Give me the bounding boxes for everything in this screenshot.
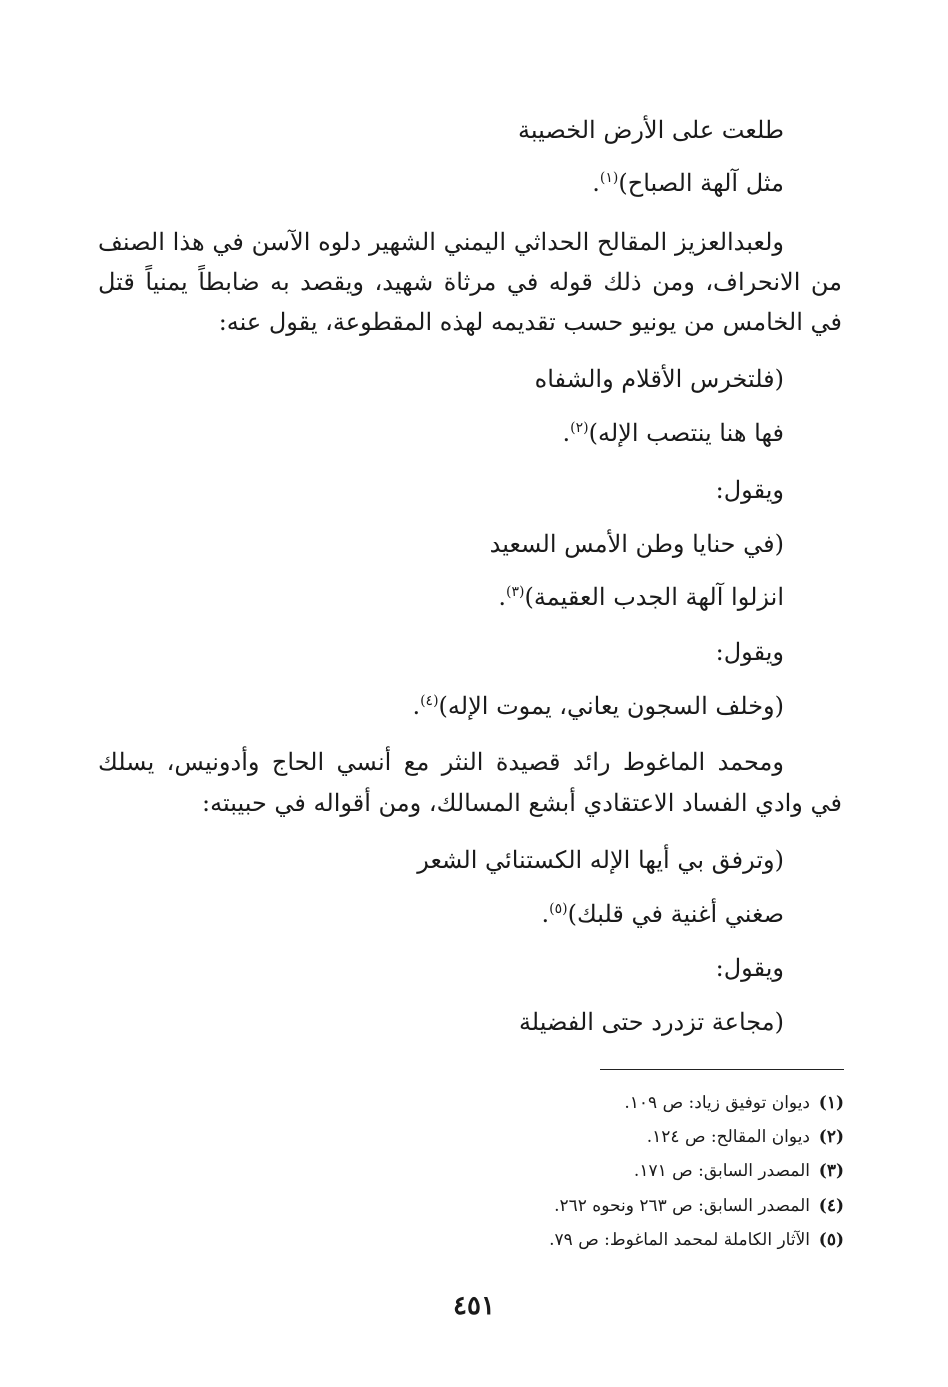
verse-line: (مجاعة تزدرد حتى الفضيلة <box>518 1008 784 1036</box>
verse-text: صغني أغنية في قلبك) <box>567 900 784 928</box>
verse-line <box>563 416 785 450</box>
paragraph-line: في وادي الفساد الاعتقادي أبشع المسالك، ومن أقواله في حبيبته: <box>202 789 842 817</box>
footnote <box>624 1090 844 1116</box>
verse-line: ويقول: <box>715 954 784 982</box>
paragraph-line: في الخامس من يونيو حسب تقديمه لهذه المقطوعة، يقول عنه: <box>218 308 842 336</box>
verse-end: . <box>412 692 421 720</box>
footnote-text: الآثار الكاملة لمحمد الماغوط: ص ٧٩. <box>549 1230 810 1250</box>
footnote-number: (٥) <box>818 1230 844 1250</box>
verse-text: (وخلف السجون يعاني، يموت الإله) <box>438 692 784 720</box>
footnote-ref: (٥) <box>549 901 568 917</box>
footnote-number: (٤) <box>818 1196 844 1216</box>
footnote <box>647 1124 844 1150</box>
verse-line <box>498 580 784 614</box>
verse-line: (وترفق بي أيها الإله الكستنائي الشعر <box>417 846 784 874</box>
footnote-ref: (٤) <box>420 693 439 709</box>
verse-line <box>592 166 784 200</box>
verse-line: ويقول: <box>715 638 784 666</box>
page-number: ٤٥١ <box>453 1291 495 1321</box>
paragraph-line: ومحمد الماغوط رائد قصيدة النثر مع أنسي الحاج وأدونيس، يسلك <box>98 748 784 776</box>
footnote-number: (٢) <box>818 1127 844 1147</box>
footnote <box>549 1227 844 1253</box>
footnote-text: ديوان المقالح: ص ١٢٤. <box>646 1127 810 1147</box>
footnote-separator <box>600 1069 844 1070</box>
verse-end: . <box>498 583 507 611</box>
verse-end: . <box>592 169 600 197</box>
verse-line: (في حنايا وطن الأمس السعيد <box>489 530 784 558</box>
footnote <box>554 1193 844 1219</box>
verse-line <box>412 689 784 723</box>
verse-line: طلعت على الأرض الخصيبة <box>518 116 784 144</box>
footnote-text: المصدر السابق: ص ١٧١. <box>633 1161 810 1181</box>
footnote-ref: (٣) <box>506 584 525 600</box>
verse-line <box>542 897 785 931</box>
verse-end: . <box>562 419 571 447</box>
verse-line: ويقول: <box>715 476 784 504</box>
footnote-number: (٣) <box>818 1161 844 1181</box>
footnote <box>634 1158 844 1184</box>
footnote-ref: (٢) <box>570 420 589 436</box>
paragraph-line: من الانحراف، ومن ذلك قوله في مرثاة شهيد، ويقصد به ضابطاً يمنياً قتل <box>98 268 842 296</box>
footnote-ref: (١) <box>599 170 619 186</box>
footnote-text: المصدر السابق: ص ٢٦٣ ونحوه ٢٦٢. <box>554 1196 810 1216</box>
verse-line: (فلتخرس الأقلام والشفاه <box>534 365 784 393</box>
footnote-number: (١) <box>818 1093 844 1113</box>
footnote-text: ديوان توفيق زياد: ص ١٠٩. <box>624 1093 810 1113</box>
verse-text: مثل آلهة الصباح) <box>618 169 784 197</box>
paragraph-line: ولعبدالعزيز المقالح الحداثي اليمني الشهير دلوه الآسن في هذا الصنف <box>98 228 784 256</box>
verse-text: فها هنا ينتصب الإله) <box>588 419 784 447</box>
verse-end: . <box>541 900 550 928</box>
verse-text: انزلوا آلهة الجدب العقيمة) <box>524 583 784 611</box>
